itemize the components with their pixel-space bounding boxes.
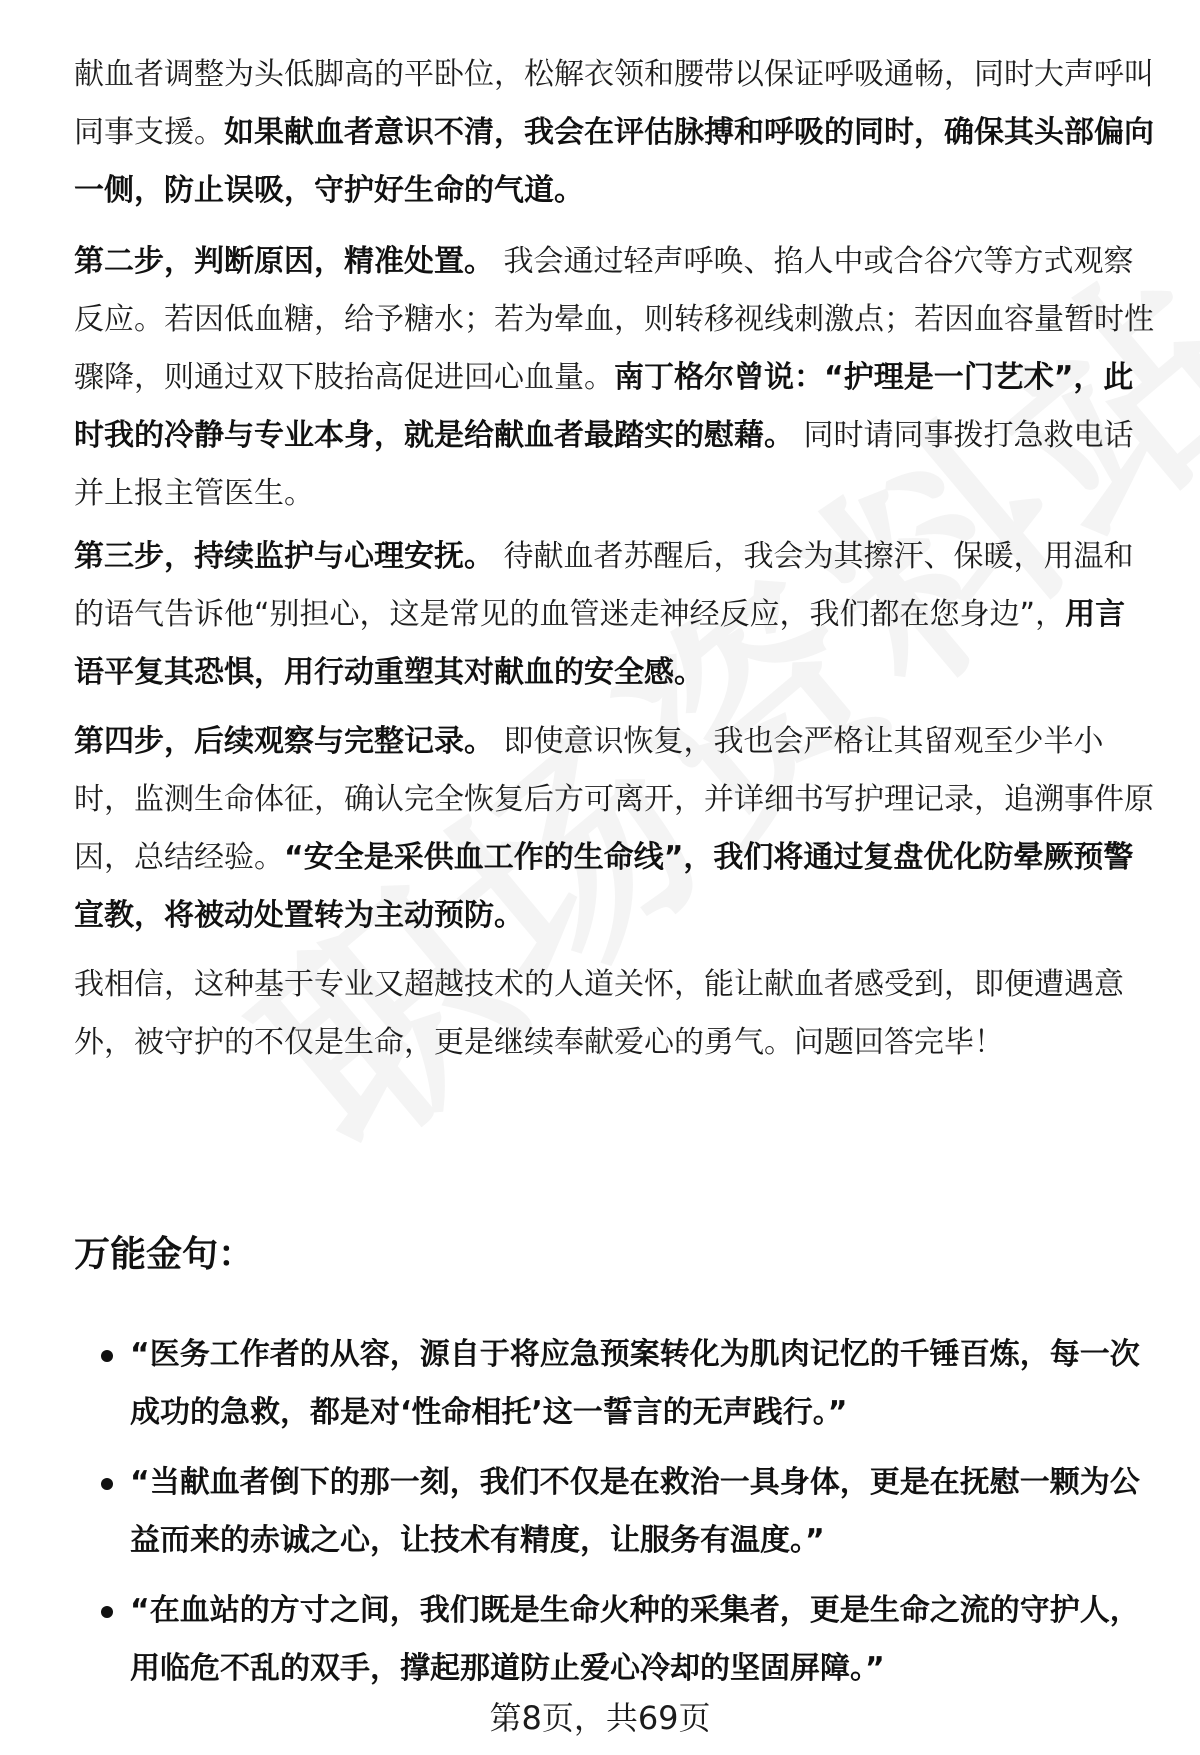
paragraph-bold-text: 南丁格尔曾说：“护理是一门艺术”，此时我的冷静与专业本身，就是给献血者最踏实的慰藉。	[74, 360, 1134, 453]
quote-text: “医务工作者的从容，源自于将应急预案转化为肌肉记忆的千锤百炼，每一次成功的急救，都是对‘性命相托’这一誓言的无声践行。”	[130, 1337, 1140, 1430]
paragraph-step-two	[74, 233, 1154, 523]
quote-text: “当献血者倒下的那一刻，我们不仅是在救治一具身体，更是在抚慰一颗为公益而来的赤诚之心，让技术有精度，让服务有温度。”	[130, 1465, 1140, 1558]
paragraph-bold-text: 如果献血者意识不清，我会在评估脉搏和呼吸的同时，确保其头部偏向一侧，防止误吸，守护好生命的气道。	[74, 115, 1154, 208]
paragraph-conclusion	[74, 956, 1154, 1072]
paragraph-step-four	[74, 713, 1154, 945]
paragraph-text: 我相信，这种基于专业又超越技术的人道关怀，能让献血者感受到，即便遭遇意外，被守护的不仅是生命，更是继续奉献爱心的勇气。问题回答完毕！	[74, 967, 1124, 1060]
golden-quotes-list	[74, 1326, 1154, 1710]
list-item	[74, 1454, 1154, 1570]
step-title: 第四步，后续观察与完整记录。	[74, 724, 494, 759]
quote-text: “在血站的方寸之间，我们既是生命火种的采集者，更是生命之流的守护人，用临危不乱的双手，撑起那道防止爱心冷却的坚固屏障。”	[130, 1593, 1140, 1686]
paragraph-bold-text: “安全是采供血工作的生命线”，我们将通过复盘优化防晕厥预警宣教，将被动处置转为主动预防。	[74, 840, 1134, 933]
bullet-dot-icon	[101, 1478, 113, 1490]
paragraph-text: 我会通过轻声呼唤、掐人中或合谷穴等方式观察反应。若因低血糖，给予糖水；若为晕血，则转移视线刺激点；若因血容量暂时性骤降，则通过双下肢抬高促进回心血量。	[74, 244, 1154, 395]
paragraph-text: 献血者调整为头低脚高的平卧位，松解衣领和腰带以保证呼吸通畅，同时大声呼叫同事支援。	[74, 57, 1154, 150]
step-title: 第二步，判断原因，精准处置。	[74, 244, 494, 279]
paragraph-text: 同时请同事拨打急救电话并上报主管医生。	[74, 418, 1134, 511]
list-item	[74, 1326, 1154, 1442]
golden-quotes-heading: 万能金句：	[74, 1234, 255, 1275]
bullet-dot-icon	[101, 1606, 113, 1618]
page-number: 第8页，共69页	[489, 1699, 711, 1737]
bullet-dot-icon	[101, 1350, 113, 1362]
list-item	[74, 1582, 1154, 1698]
paragraph-step-three	[74, 528, 1154, 702]
paragraph-step-one-continued	[74, 46, 1154, 220]
step-title: 第三步，持续监护与心理安抚。	[74, 539, 494, 574]
paragraph-bold-text: 用言语平复其恐惧，用行动重塑其对献血的安全感。	[74, 597, 1126, 690]
paragraph-text: 即使意识恢复，我也会严格让其留观至少半小时，监测生命体征，确认完全恢复后方可离开，并详细书写护理记录，追溯事件原因，总结经验。	[74, 724, 1154, 875]
paragraph-text: 待献血者苏醒后，我会为其擦汗、保暖，用温和的语气告诉他“别担心，这是常见的血管迷走神经反应，我们都在您身边”，	[74, 539, 1134, 632]
